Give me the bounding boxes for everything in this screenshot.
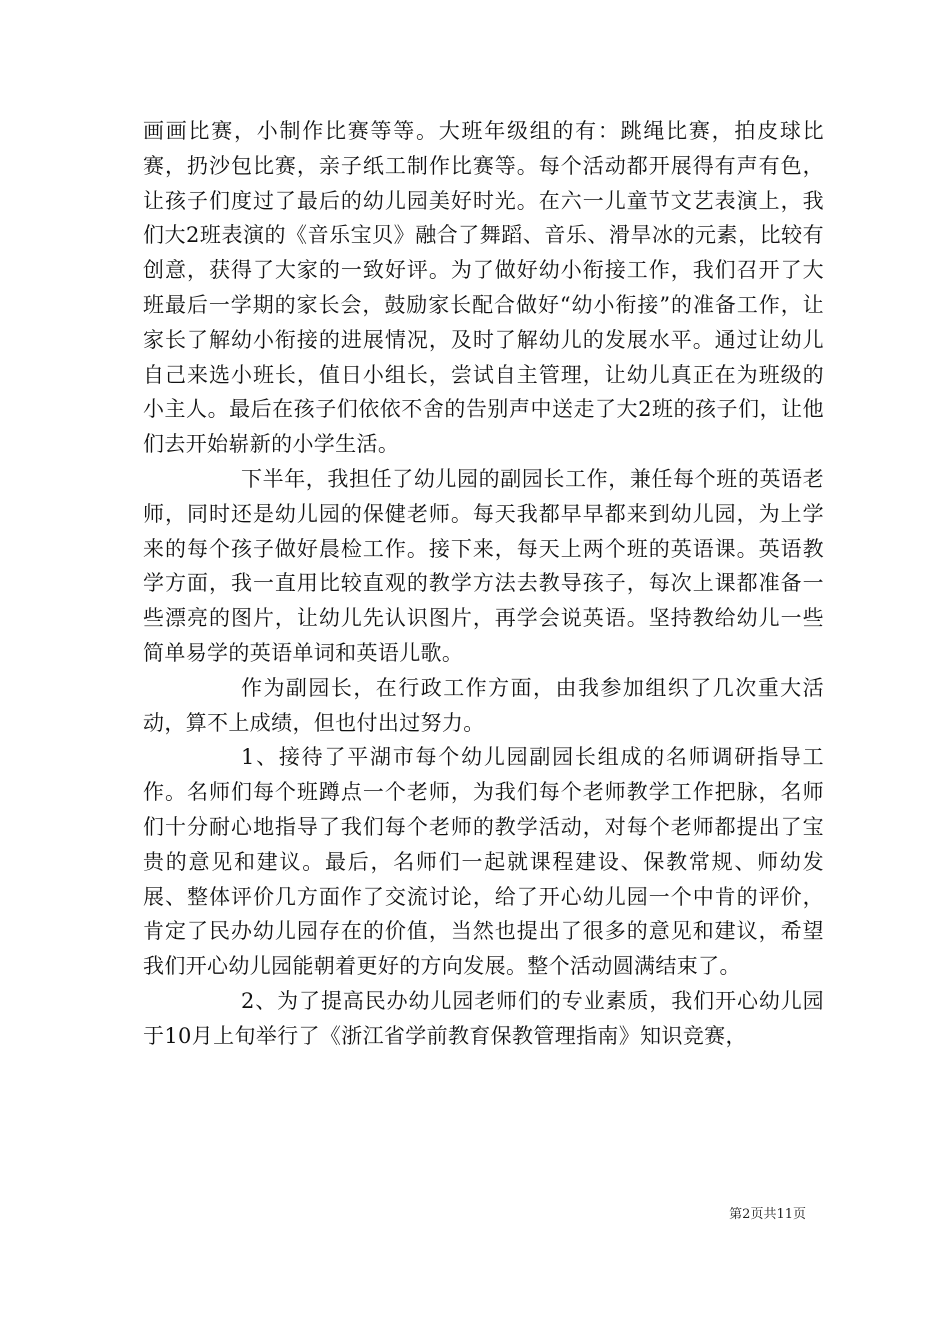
paragraph-3: 作为副园长，在行政工作方面，由我参加组织了几次重大活动，算不上成绩，但也付出过努力。 <box>143 675 824 735</box>
document-body <box>143 114 824 1054</box>
paragraph-4: 1、接待了平湖市每个幼儿园副园长组成的名师调研指导工作。名师们每个班蹲点一个老师，为我们每个老师教学工作把脉，名师们十分耐心地指导了我们每个老师的教学活动，对每个老师都提出了宝贵的意见和建议。最后，名师们一起就课程建设、保教常规、师幼发展、整体评价几方面作了交流讨论，给了开心幼儿园一个中肯的评价，肯定了民办幼儿园存在的价值，当然也提出了很多的意见和建议，希望我们开心幼儿园能朝着更好的方向发展。整个活动圆满结束了。 <box>143 745 824 979</box>
paragraph-2: 下半年，我担任了幼儿园的副园长工作，兼任每个班的英语老师，同时还是幼儿园的保健老师。每天我都早早都来到幼儿园，为上学来的每个孩子做好晨检工作。接下来，每天上两个班的英语课。英语教学方面，我一直用比较直观的教学方法去教导孩子，每次上课都准备一些漂亮的图片，让幼儿先认识图片，再学会说英语。坚持教给幼儿一些简单易学的英语单词和英语儿歌。 <box>143 466 824 665</box>
paragraph-5: 2、为了提高民办幼儿园老师们的专业素质，我们开心幼儿园于10月上旬举行了《浙江省学前教育保教管理指南》知识竞赛， <box>143 988 824 1048</box>
paragraph-1: 画画比赛，小制作比赛等等。大班年级组的有：跳绳比赛，拍皮球比赛，扔沙包比赛，亲子纸工制作比赛等。每个活动都开展得有声有色，让孩子们度过了最后的幼儿园美好时光。在六一儿童节文艺表演上，我们大2班表演的《音乐宝贝》融合了舞蹈、音乐、滑旱冰的元素，比较有创意，获得了大家的一致好评。为了做好幼小衔接工作，我们召开了大班最后一学期的家长会，鼓励家长配合做好“幼小衔接”的准备工作，让家长了解幼小衔接的进展情况，及时了解幼儿的发展水平。通过让幼儿自己来选小班长，值日小组长，尝试自主管理，让幼儿真正在为班级的小主人。最后在孩子们依依不舍的告别声中送走了大2班的孩子们，让他们去开始崭新的小学生活。 <box>143 119 824 457</box>
page-number-footer: 第2页共11页 <box>729 1207 806 1222</box>
